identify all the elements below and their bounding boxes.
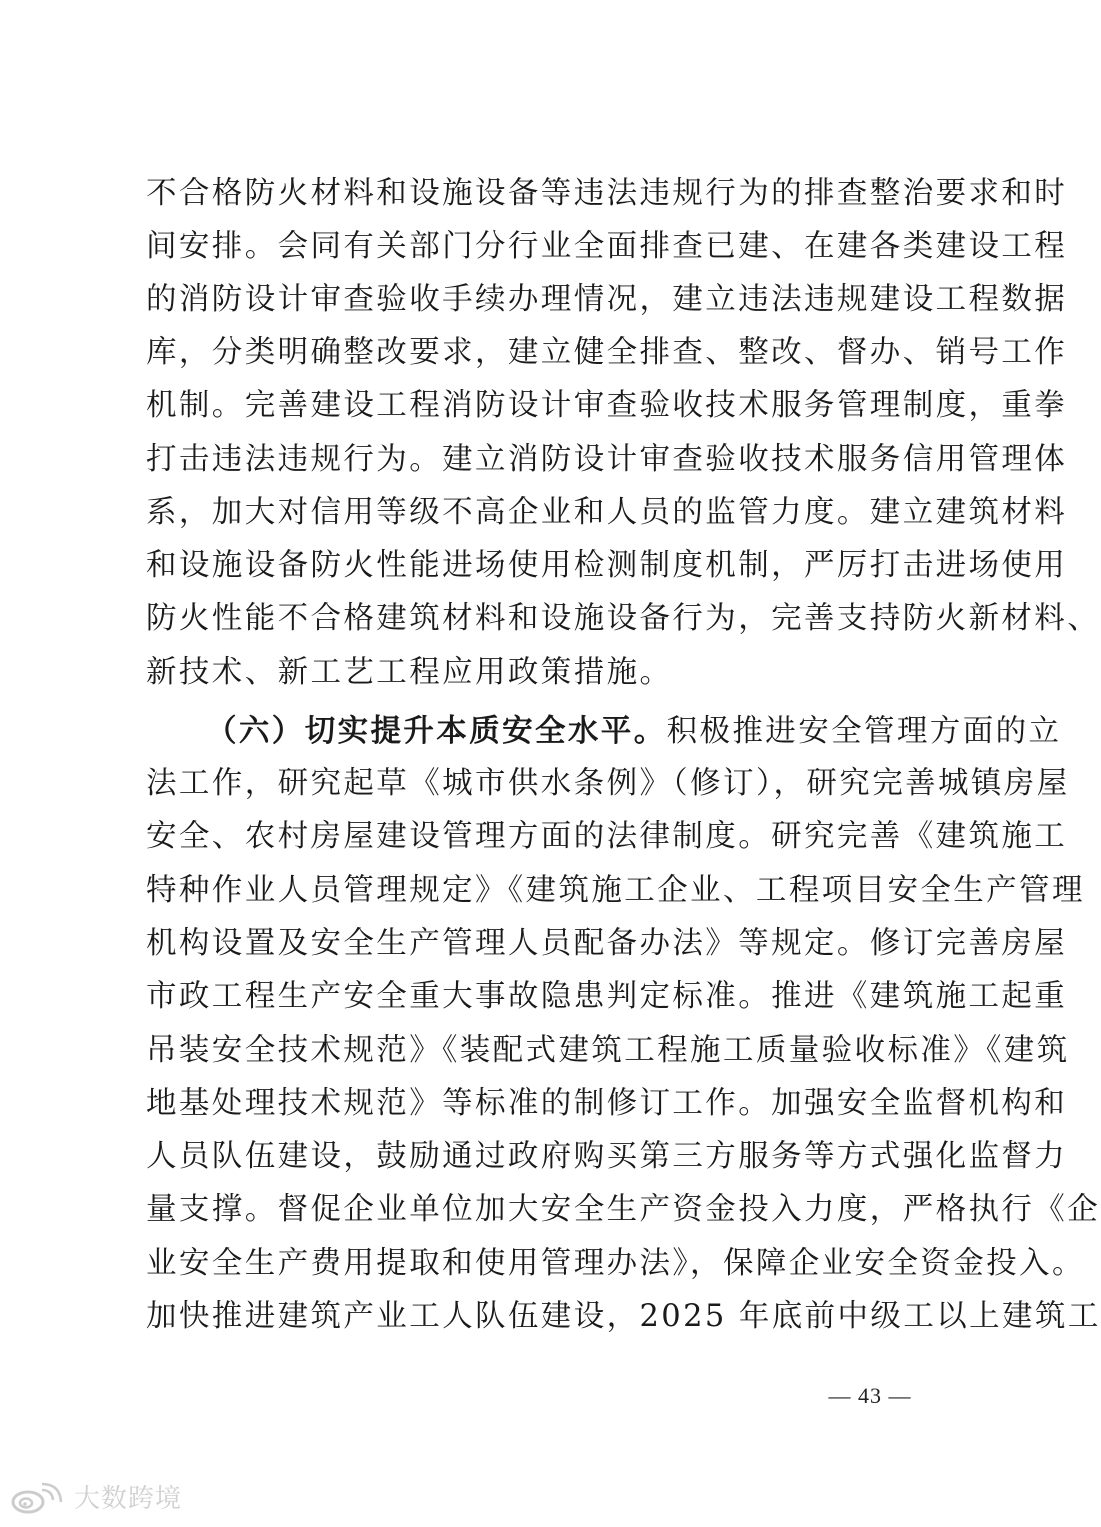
section-line-5: 市政工程生产安全重大事故隐患判定标准。推进《建筑施工起重: [146, 979, 1068, 1014]
section-line-8: 人员队伍建设，鼓励通过政府购买第三方服务等方式强化监督力: [146, 1139, 1068, 1174]
weibo-logo-icon: [8, 1482, 68, 1516]
section-first-line-text: 积极推进安全管理方面的立: [666, 714, 1062, 749]
body-line-7: 系，加大对信用等级不高企业和人员的监管力度。建立建筑材料: [146, 495, 1068, 530]
section-first-line: [206, 703, 1062, 759]
section-line-4: 机构设置及安全生产管理人员配备办法》等规定。修订完善房屋: [146, 926, 1068, 961]
section-line-6: 吊装安全技术规范》《装配式建筑工程施工质量验收标准》《建筑: [146, 1033, 1070, 1068]
section-line-10: 业安全生产费用提取和使用管理办法》，保障企业安全资金投入。: [146, 1246, 1085, 1281]
section-line-11: 加快推进建筑产业工人队伍建设，2025 年底前中级工以上建筑工: [146, 1299, 1101, 1334]
body-line-1: 不合格防火材料和设施设备等违法违规行为的排查整治要求和时: [146, 176, 1068, 211]
section-line-2: 安全、农村房屋建设管理方面的法律制度。研究完善《建筑施工: [146, 819, 1068, 854]
body-line-6: 打击违法违规行为。建立消防设计审查验收技术服务信用管理体: [146, 442, 1068, 477]
watermark: [8, 1476, 182, 1522]
section-heading: （六）切实提升本质安全水平。: [206, 713, 667, 749]
body-line-8: 和设施设备防火性能进场使用检测制度机制，严厉打击进场使用: [146, 548, 1068, 583]
body-line-4: 库，分类明确整改要求，建立健全排查、整改、督办、销号工作: [146, 335, 1068, 370]
watermark-text: 大数跨境: [74, 1484, 183, 1514]
body-line-10: 新技术、新工艺工程应用政策措施。: [146, 655, 673, 690]
body-line-2: 间安排。会同有关部门分行业全面排查已建、在建各类建设工程: [146, 229, 1068, 264]
body-line-3: 的消防设计审查验收手续办理情况，建立违法违规建设工程数据: [146, 282, 1068, 317]
page-number: — 43 —: [828, 1383, 912, 1408]
body-line-5: 机制。完善建设工程消防设计审查验收技术服务管理制度，重拳: [146, 388, 1068, 423]
section-line-9: 量支撑。督促企业单位加大安全生产资金投入力度，严格执行《企: [146, 1192, 1101, 1227]
section-line-1: 法工作，研究起草《城市供水条例》（修订），研究完善城镇房屋: [146, 766, 1070, 801]
body-line-9: 防火性能不合格建筑材料和设施设备行为，完善支持防火新材料、: [146, 601, 1101, 636]
section-line-3: 特种作业人员管理规定》《建筑施工企业、工程项目安全生产管理: [146, 873, 1085, 908]
section-line-7: 地基处理技术规范》等标准的制修订工作。加强安全监督机构和: [146, 1086, 1068, 1121]
